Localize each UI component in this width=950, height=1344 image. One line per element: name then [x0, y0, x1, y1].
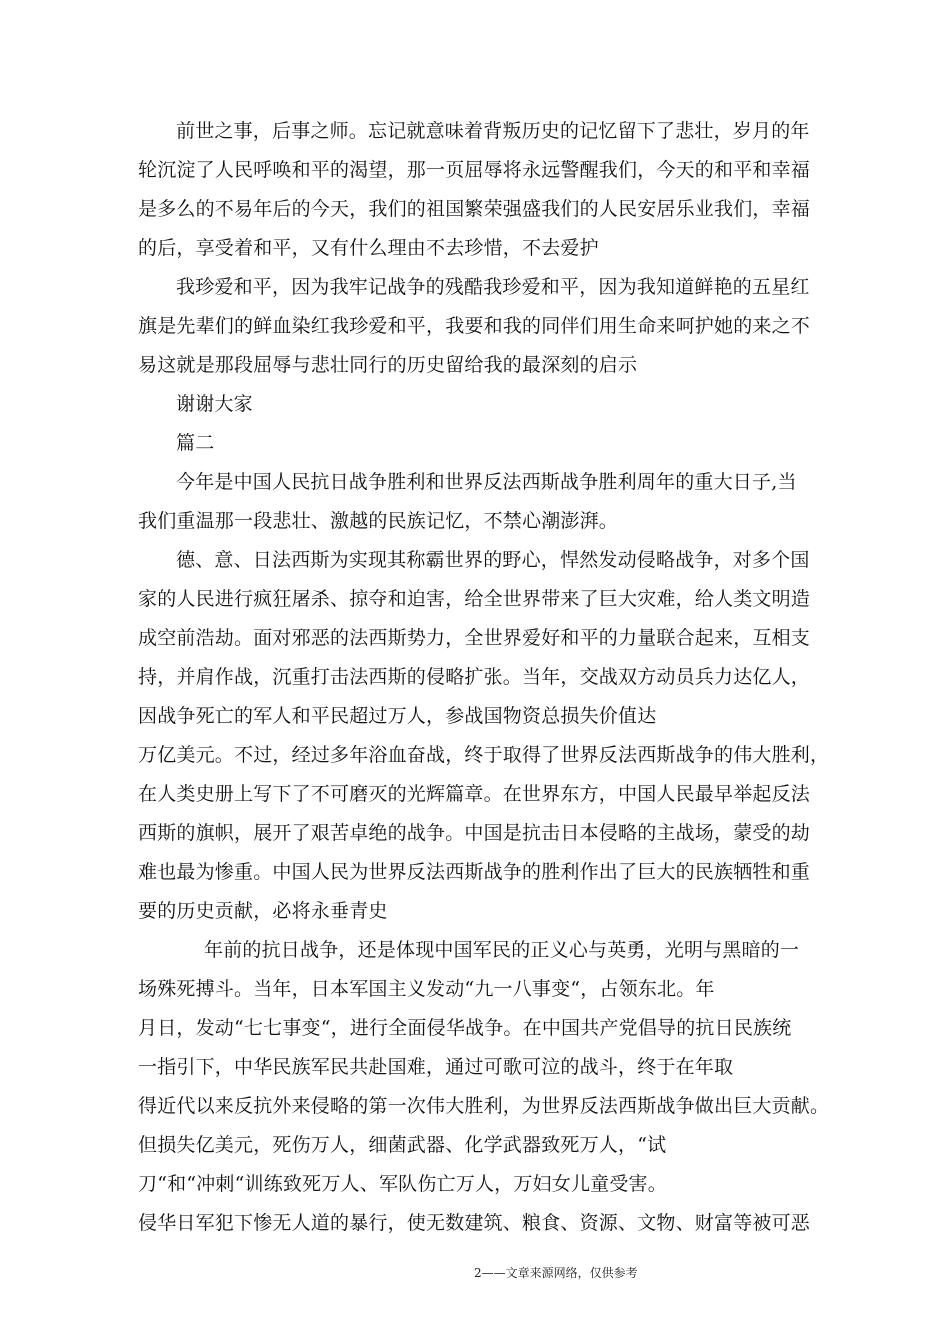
paragraph-line: 持，并肩作战，沉重打击法西斯的侵略扩张。当年，交战双方动员兵力达亿人， — [138, 666, 811, 688]
paragraph-line: 在人类史册上写下了不可磨灭的光辉篇章。在世界东方，中国人民最早举起反法 — [138, 783, 811, 805]
paragraph-line: 但损失亿美元，死伤万人，细菌武器、化学武器致死万人，“试 — [138, 1134, 667, 1156]
page-footer: 2——文章来源网络，仅供参考 — [474, 1266, 638, 1280]
paragraph-line: 要的历史贡献，必将永垂青史 — [138, 900, 388, 922]
paragraph-line: 得近代以来反抗外来侵略的第一次伟大胜利，为世界反法西斯战争做出巨大贡献。 — [138, 1095, 830, 1117]
section-heading: 篇二 — [176, 432, 215, 454]
paragraph-line: 侵华日军犯下惨无人道的暴行，使无数建筑、粮食、资源、文物、财富等被可恶 — [138, 1212, 811, 1234]
paragraph-line: 因战争死亡的军人和平民超过万人，参战国物资总损失价值达 — [138, 705, 657, 727]
paragraph-line: 旗是先辈们的鲜血染红我珍爱和平，我要和我的同伴们用生命来呵护她的来之不 — [138, 315, 811, 337]
paragraph-line: 成空前浩劫。面对邪恶的法西斯势力，全世界爱好和平的力量联合起来，互相支 — [138, 627, 811, 649]
paragraph-line: 年前的抗日战争，还是体现中国军民的正义心与英勇，光明与黑暗的一 — [204, 939, 800, 961]
paragraph-line: 万亿美元。不过，经过多年浴血奋战，终于取得了世界反法西斯战争的伟大胜利， — [138, 744, 830, 766]
paragraph-line: 我们重温那一段悲壮、激越的民族记忆，不禁心潮澎湃。 — [138, 510, 619, 532]
paragraph-line: 轮沉淀了人民呼唤和平的渴望，那一页屈辱将永远警醒我们，今天的和平和幸福 — [138, 159, 811, 181]
paragraph-line: 是多么的不易年后的今天，我们的祖国繁荣强盛我们的人民安居乐业我们，幸福 — [138, 198, 811, 220]
paragraph-line: 德、意、日法西斯为实现其称霸世界的野心，悍然发动侵略战争，对多个国 — [176, 549, 810, 571]
paragraph-line: 月日，发动“七七事变“，进行全面侵华战争。在中国共产党倡导的抗日民族统 — [138, 1017, 792, 1039]
paragraph-line: 家的人民进行疯狂屠杀、掠夺和迫害，给全世界带来了巨大灾难，给人类文明造 — [138, 588, 811, 610]
paragraph-line: 今年是中国人民抗日战争胜利和世界反法西斯战争胜利周年的重大日子,当 — [176, 471, 797, 493]
paragraph-line: 难也最为惨重。中国人民为世界反法西斯战争的胜利作出了巨大的民族牺牲和重 — [138, 861, 811, 883]
paragraph-line: 前世之事，后事之师。忘记就意味着背叛历史的记忆留下了悲壮，岁月的年 — [176, 120, 810, 142]
paragraph-line: 易这就是那段屈辱与悲壮同行的历史留给我的最深刻的启示 — [138, 354, 638, 376]
paragraph-line: 我珍爱和平，因为我牢记战争的残酷我珍爱和平，因为我知道鲜艳的五星红 — [176, 276, 810, 298]
paragraph-line: 场殊死搏斗。当年，日本军国主义发动“九一八事变“，占领东北。年 — [138, 978, 715, 1000]
paragraph-line: 西斯的旗帜，展开了艰苦卓绝的战争。中国是抗击日本侵略的主战场，蒙受的劫 — [138, 822, 811, 844]
paragraph-line: 一指引下，中华民族军民共赴国难，通过可歌可泣的战斗，终于在年取 — [138, 1056, 734, 1078]
paragraph-line: 的后，享受着和平，又有什么理由不去珍惜，不去爱护 — [138, 237, 599, 259]
closing-line: 谢谢大家 — [176, 393, 253, 415]
paragraph-line: 刀“和“冲刺“训练致死万人、军队伤亡万人，万妇女儿童受害。 — [138, 1173, 667, 1195]
